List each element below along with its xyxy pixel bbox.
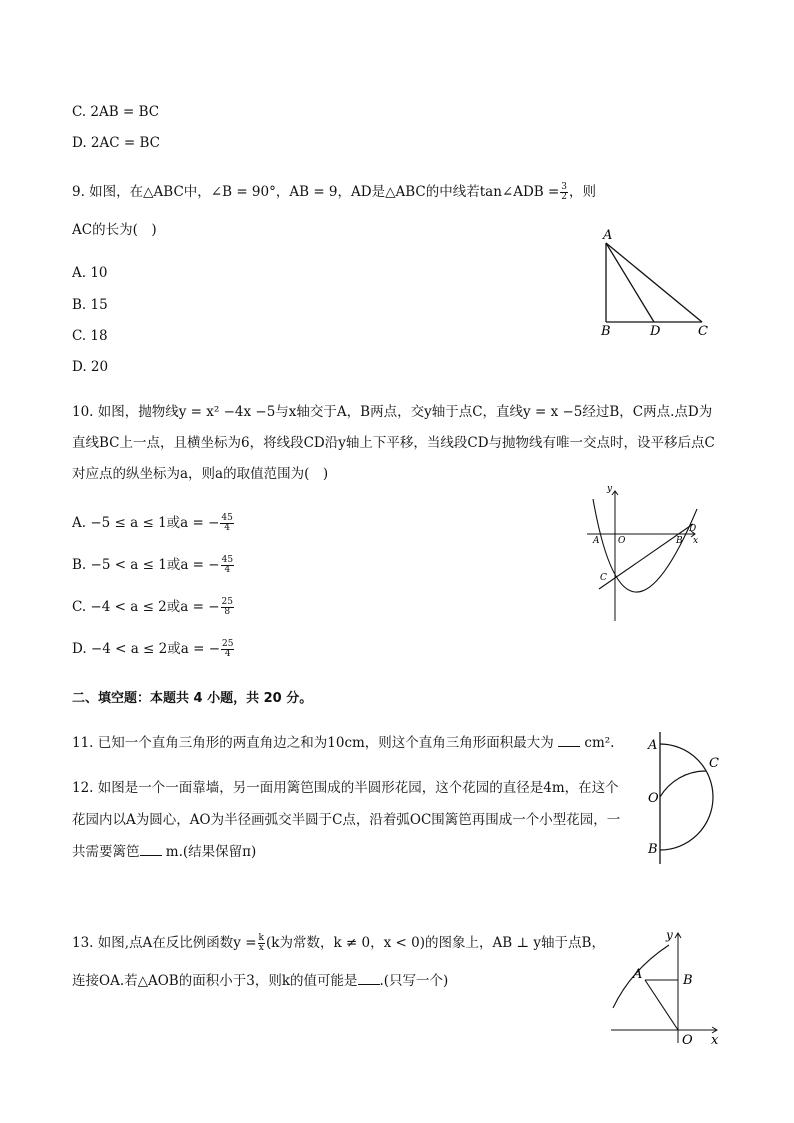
q9-stem-text: 9. 如图，在△ABC中，∠B = 90°，AB = 9，AD是△ABC的中线若tan∠ADB = <box>72 184 560 200</box>
q10-label-b: B <box>676 536 683 546</box>
q9-option-d: D. 20 <box>72 359 109 375</box>
q8-option-c: C. 2AB = BC <box>72 104 160 120</box>
q10-option-a: A. −5 ≤ a ≤ 1或a = − $\frac{45}{4}$ <box>72 513 233 533</box>
q10-label-d: D <box>689 524 697 534</box>
q8-option-d: D. 2AC = BC <box>72 135 160 151</box>
q12-label-a: A <box>648 738 658 753</box>
q9-option-a: A. 10 <box>72 265 108 281</box>
q13-hyperbola-figure <box>605 925 730 1050</box>
q13-label-x: x <box>711 1033 719 1048</box>
q10-option-c: C. −4 < a ≤ 2或a = − $\frac{25}{8}$ <box>72 597 233 617</box>
q13-label-a: A <box>633 967 643 982</box>
q10-label-o: O <box>618 536 626 546</box>
q13-stem-line2: 连接OA.若△AOB的面积小于3，则k的值可能是 .(只写一个) <box>72 973 449 989</box>
q9-option-c: C. 18 <box>72 328 108 344</box>
q13-answer-blank[interactable] <box>358 972 380 985</box>
q9-label-b: B <box>601 324 611 339</box>
section-heading-fill-in: 二、填空题：本题共 4 小题，共 20 分。 <box>72 691 313 706</box>
q9-label-d: D <box>650 324 661 339</box>
q12-stem-line2: 花园内以A为圆心，AO为半径画弧交半圆于C点，沿着弧OC围篱笆再围成一个小型花园，一 <box>72 812 621 828</box>
q9-stem-line2: AC的长为( ) <box>72 222 157 238</box>
q12-stem-line1: 12. 如图是一个一面靠墙，另一面用篱笆围成的半圆形花园，这个花园的直径是4m，在这个 <box>72 780 619 796</box>
q13-fraction: $\frac{k}{x}$ <box>258 933 264 953</box>
q10-label-y: y <box>607 484 613 494</box>
q12-label-o: O <box>648 791 659 806</box>
q11-answer-blank[interactable] <box>558 734 580 747</box>
q12-label-b: B <box>648 842 658 857</box>
q10-stem-line1: 10. 如图，抛物线y = x² −4x −5与x轴交于A，B两点，交y轴于点C，直线y = x −5经过B，C两点.点D为 <box>72 404 713 420</box>
q10-label-c: C <box>600 573 607 583</box>
q10-parabola-figure <box>585 485 705 625</box>
q10-label-a: A <box>593 536 600 546</box>
q10-option-b: B. −5 < a ≤ 1或a = − $\frac{45}{4}$ <box>72 555 234 575</box>
q10-stem-line3: 对应点的纵坐标为a，则a的取值范围为( ) <box>72 466 329 482</box>
q12-label-c: C <box>709 756 719 771</box>
q13-label-y: y <box>666 928 673 942</box>
q12-answer-blank[interactable] <box>140 843 162 856</box>
q11-stem: 11. 已知一个直角三角形的两直角边之和为10cm，则这个直角三角形面积最大为 cm². <box>72 735 615 751</box>
q13-stem-line1: 13. 如图,点A在反比例函数y = $\frac{k}{x}$ (k为常数，k ≠ 0，x < 0)的图象上，AB ⊥ y轴于点B， <box>72 933 605 953</box>
q9-stem-tail: ，则 <box>569 184 597 200</box>
q10-label-x: x <box>693 536 699 546</box>
q13-label-b: B <box>683 973 693 988</box>
q9-stem <box>72 183 596 202</box>
q9-label-c: C <box>698 324 708 339</box>
q10-option-d: D. −4 < a ≤ 2或a = − $\frac{25}{4}$ <box>72 639 234 659</box>
q12-stem-line3: 共需要篱笆 m.(结果保留π) <box>72 844 257 860</box>
q13-label-o: O <box>682 1033 693 1048</box>
q10-stem-line2: 直线BC上一点，且横坐标为6，将线段CD沿y轴上下平移，当线段CD与抛物线有唯一交点时，设平移后点C <box>72 435 715 451</box>
q9-option-b: B. 15 <box>72 297 108 313</box>
q9-label-a: A <box>603 228 613 243</box>
q9-triangle-figure <box>595 225 725 340</box>
q12-garden-figure <box>640 730 730 870</box>
q9-fraction: $\frac{3}{2}$ <box>561 182 568 202</box>
